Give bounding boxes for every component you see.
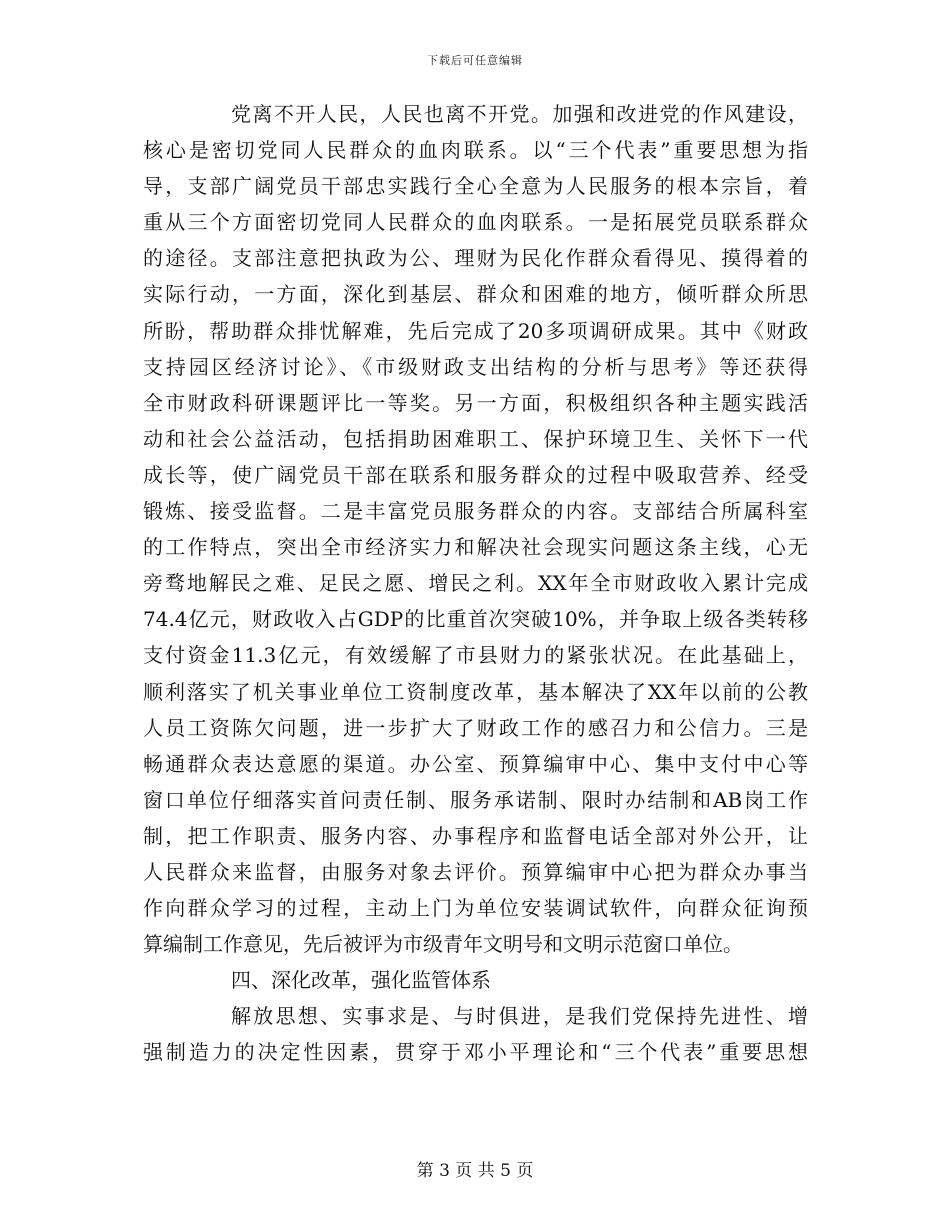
paragraph-line: 的工作特点，突出全市经济实力和解决社会现实问题这条主线，心无 xyxy=(143,535,808,560)
paragraph-line: 旁骛地解民之难、足民之愿、增民之利。XX年全市财政收入累计完成 xyxy=(143,571,808,596)
paragraph-line: 人员工资陈欠问题，进一步扩大了财政工作的感召力和公信力。三是 xyxy=(143,715,808,740)
paragraph-line: 顺利落实了机关事业单位工资制度改革，基本解决了XX年以前的公教 xyxy=(143,679,808,704)
paragraph-line: 成长等，使广阔党员干部在联系和服务群众的过程中吸取营养、经受 xyxy=(143,462,808,487)
paragraph-line: 党离不开人民，人民也离不开党。加强和改进党的作风建设， xyxy=(231,102,808,126)
paragraph-line: 全市财政科研课题评比一等奖。另一方面，积极组织各种主题实践活 xyxy=(143,390,808,415)
paragraph-line: 74.4亿元，财政收入占GDP的比重首次突破10%，并争取上级各类转移 xyxy=(143,607,808,632)
paragraph-line: 人民群众来监督，由服务对象去评价。预算编审中心把为群众办事当 xyxy=(143,859,808,884)
paragraph-line: 核心是密切党同人民群众的血肉联系。以“三个代表”重要思想为指 xyxy=(143,138,808,163)
paragraph-line: 窗口单位仔细落实首问责任制、服务承诺制、限时办结制和AB岗工作 xyxy=(143,787,808,812)
page-footer: 第 3 页 共 5 页 xyxy=(416,1161,534,1181)
paragraph-line: 实际行动，一方面，深化到基层、群众和困难的地方，倾听群众所思 xyxy=(143,282,808,307)
page-header: 下载后可任意编辑 xyxy=(427,54,523,67)
paragraph-line: 算编制工作意见，先后被评为市级青年文明号和文明示范窗口单位。 xyxy=(143,932,743,957)
document-body xyxy=(143,96,808,1071)
paragraph-line: 支持园区经济讨论》、《市级财政支出结构的分析与思考》等还获得 xyxy=(143,354,808,379)
paragraph-line: 畅通群众表达意愿的渠道。办公室、预算编审中心、集中支付中心等 xyxy=(143,751,808,776)
paragraph-line: 动和社会公益活动，包括捐助困难职工、保护环境卫生、关怀下一代 xyxy=(143,426,808,451)
paragraph-line: 强制造力的决定性因素，贯穿于邓小平理论和“三个代表”重要思想 xyxy=(143,1040,808,1065)
paragraph-line: 重从三个方面密切党同人民群众的血肉联系。一是拓展党员联系群众 xyxy=(143,210,808,235)
paragraph-line: 所盼，帮助群众排忧解难，先后完成了20多项调研成果。其中《财政 xyxy=(143,318,808,343)
paragraph-line: 制，把工作职责、服务内容、办事程序和监督电话全部对外公开，让 xyxy=(143,823,808,848)
paragraph-line: 导，支部广阔党员干部忠实践行全心全意为人民服务的根本宗旨，着 xyxy=(143,174,808,199)
section-heading: 四、深化改革，强化监管体系 xyxy=(231,968,491,993)
paragraph-line: 锻炼、接受监督。二是丰富党员服务群众的内容。支部结合所属科室 xyxy=(143,499,808,524)
paragraph-line: 作向群众学习的过程，主动上门为单位安装调试软件，向群众征询预 xyxy=(143,896,808,921)
paragraph-line: 的途径。支部注意把执政为公、理财为民化作群众看得见、摸得着的 xyxy=(143,246,808,271)
paragraph-line: 支付资金11.3亿元，有效缓解了市县财力的紧张状况。在此基础上， xyxy=(143,643,808,668)
paragraph-line: 解放思想、实事求是、与时俱进，是我们党保持先进性、增 xyxy=(231,1004,808,1029)
